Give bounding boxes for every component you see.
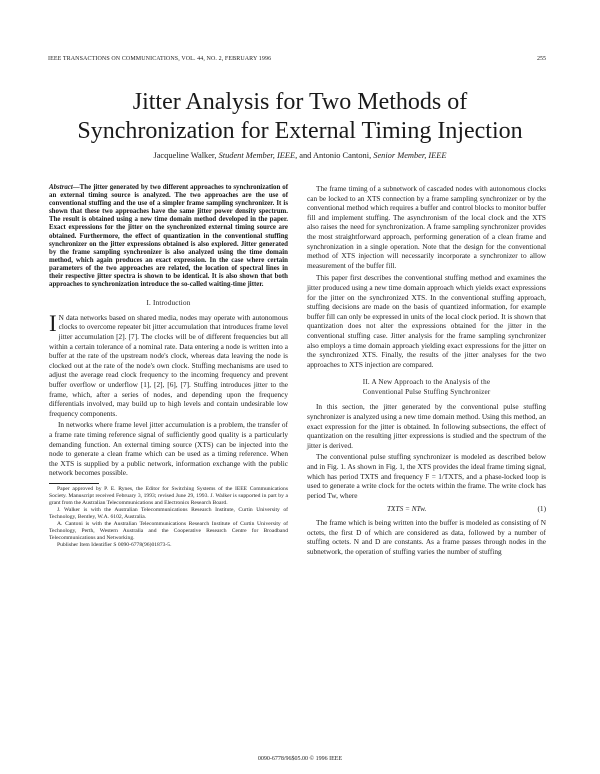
title-line-2: Synchronization for External Timing Injection	[77, 118, 523, 144]
footnote-3: A. Cantoni is with the Australian Telecommunications Research Institute of Curtin University of Technology, Perth, Western Australia and the Cooperative Research Centre for Broadband Telecommunications and Networking.	[49, 520, 288, 541]
abstract	[49, 184, 288, 289]
right-paragraph-2: This paper first describes the conventional stuffing method and examines the jitter produced using a new time domain approach which yields exact expressions for the jitter on the synchronized XTS. In the conventional stuffing approach, stuffing decisions are made on the basis of quantized information, for example buffer fill can only be expressed in units of the local clock period. It is shown that quantization does not alter the expressions obtained for the jitter in the conventional stuffing case. Jitter analysis for the frame sampling synchronizer also employs a time domain approach yielding exact expressions for the jitter on the synchronized XTS. Finally, the results of the jitter analyses for the two approaches to XTS injection are compared.	[307, 273, 546, 369]
right-paragraph-1: The frame timing of a subnetwork of cascaded nodes with autonomous clocks can be locked to an XTS connection by a frame sampling synchronizer or by the conventional method which requires a buffer and control blocks to monitor buffer fill and implement stuffing. The asynchronism of the local clock and the XTS also raises the need for synchronization. A frame sampling synchronizer provides the most straightforward approach, performing generation of a clean frame and synchronization in a single operation. Note that the design for the conventional method of XTS injection will necessarily incorporate a synchronizer to allow measurement of the buffer fill.	[307, 184, 546, 270]
author-2-name: Antonio Cantoni,	[313, 151, 372, 160]
footnote-2: J. Walker is with the Australian Telecommunications Research Institute, Curtin University of Technology, Bentley, W.A. 6102, Australia.	[49, 506, 288, 520]
author-1-name: Jacqueline Walker,	[153, 151, 217, 160]
footnote-4: Publisher Item Identifier S 0090-6778(96)01873-5.	[57, 541, 172, 548]
section-2-heading	[307, 378, 546, 397]
author-2-role: Senior Member, IEEE	[373, 151, 447, 160]
intro-paragraph-2: In networks where frame level jitter accumulation is a problem, the transfer of a frame rate timing reference signal of sufficiently good quality is a particularly demanding function. An external timing source (XTS) can be injected into the node to generate a clean frame which can be used as a timing reference. When the XTS is supplied by a public network, information exchange with the public network becomes possible.	[49, 420, 288, 478]
title-line-1: Jitter Analysis for Two Methods of	[132, 89, 468, 115]
intro-paragraph-1-text: N data networks based on shared media, nodes may operate with autonomous clocks to overcome repeater bit jitter accumulation that introduces frame level jitter accumulation [2]. [7]. The clocks will be of different frequencies but all within a certain tolerance of a nominal rate. Data entering a node is written into a buffer at the rate of the upstream node's clock, whereas data leaving the node is clocked out at the rate of the node's own clock. Stuffing mechanisms are used to adjust the average read clock frequency to the incoming frequency and prevent buffer overflow or underflow [1], [2], [6], [7]. Stuffing introduces jitter to the frame, which, after a series of nodes, and depending upon the frequency differentials involved, may build up to high levels and contain undesirable low frequency components.	[49, 312, 288, 418]
running-header: IEEE TRANSACTIONS ON COMMUNICATIONS, VOL. 44, NO. 2, FEBRUARY 1996	[48, 56, 272, 62]
abstract-text: The jitter generated by two different approaches to synchronization of an external timing source is analyzed. The two approaches are the use of conventional stuffing and the use of a simpler frame sampling synchronizer. It is shown that these two approaches have the same jitter power density spectrum. The result is obtained using a new time domain method developed in the paper. Exact expressions for the jitter on the synchronized external timing source are obtained. Furthermore, the effect of quantization in the conventional stuffing synchronizer on the jitter expressions obtained is also explored. Jitter generated by the frame sampling synchronizer is also analyzed using the time domain method, which again produces an exact expression. In the case where certain parameters of the two approaches are related, the location of spectral lines in their respective jitter spectra is shown to be identical. It is also shown that both approaches to synchronization introduce the so-called waiting-time jitter.	[49, 184, 288, 289]
footnote-rule	[49, 483, 99, 484]
section-2-paragraph-3: The frame which is being written into the buffer is modeled as consisting of N octets, the first D of which are considered as data, followed by a number of stuffing octets. N and D are constants. As a frame passes through nodes in the subnetwork, the operation of stuffing varies the number of stuffing	[307, 518, 546, 556]
section-2-paragraph-2: The conventional pulse stuffing synchronizer is modeled as described below and in Fig. 1. As shown in Fig. 1, the XTS provides the ideal frame timing signal, which has period TXTS and frequency F = 1/TXTS, and a phase-locked loop is used to generate a write clock for the octets within the frame. The write clock has period Tw, where	[307, 452, 546, 500]
copyright-footer: 0090-6778/96$05.00 © 1996 IEEE	[257, 756, 343, 762]
intro-paragraph-1	[49, 310, 288, 419]
drop-cap: I	[49, 310, 57, 336]
equation-1-number: (1)	[537, 504, 546, 514]
abstract-label: Abstract—	[49, 184, 80, 191]
footnote-1: Paper approved by P. E. Rynes, the Editor for Switching Systems of the IEEE Communications Society. Manuscript received February 3, 1993; revised June 29, 1993. J. Walker is supported in part by a grant from the Australian Telecommunications and Electronics Research Board.	[49, 485, 288, 506]
section-1-heading: I. Introduction	[146, 299, 191, 308]
page-number: 255	[537, 56, 546, 62]
section-2-heading-line-1: II. A New Approach to the Analysis of the	[362, 378, 491, 387]
author-conjunction: and	[299, 151, 312, 160]
section-2-heading-line-2: Conventional Pulse Stuffing Synchronizer	[362, 387, 491, 396]
paper-title	[40, 88, 560, 146]
author-line	[40, 151, 560, 160]
equation-1-body: TXTS = NTw.	[387, 504, 427, 514]
equation-1	[307, 504, 546, 514]
section-2-paragraph-1: In this section, the jitter generated by the conventional pulse stuffing synchronizer is analyzed using a new time domain method. Using this method, an exact expression for the jitter is obtained. In following subsections, the effect of quantization on the resulting jitter expressions is studied and the spectrum of the jitter is derived.	[307, 402, 546, 450]
left-column	[49, 184, 288, 549]
right-column	[307, 184, 546, 556]
author-1-role: Student Member, IEEE,	[218, 151, 298, 160]
